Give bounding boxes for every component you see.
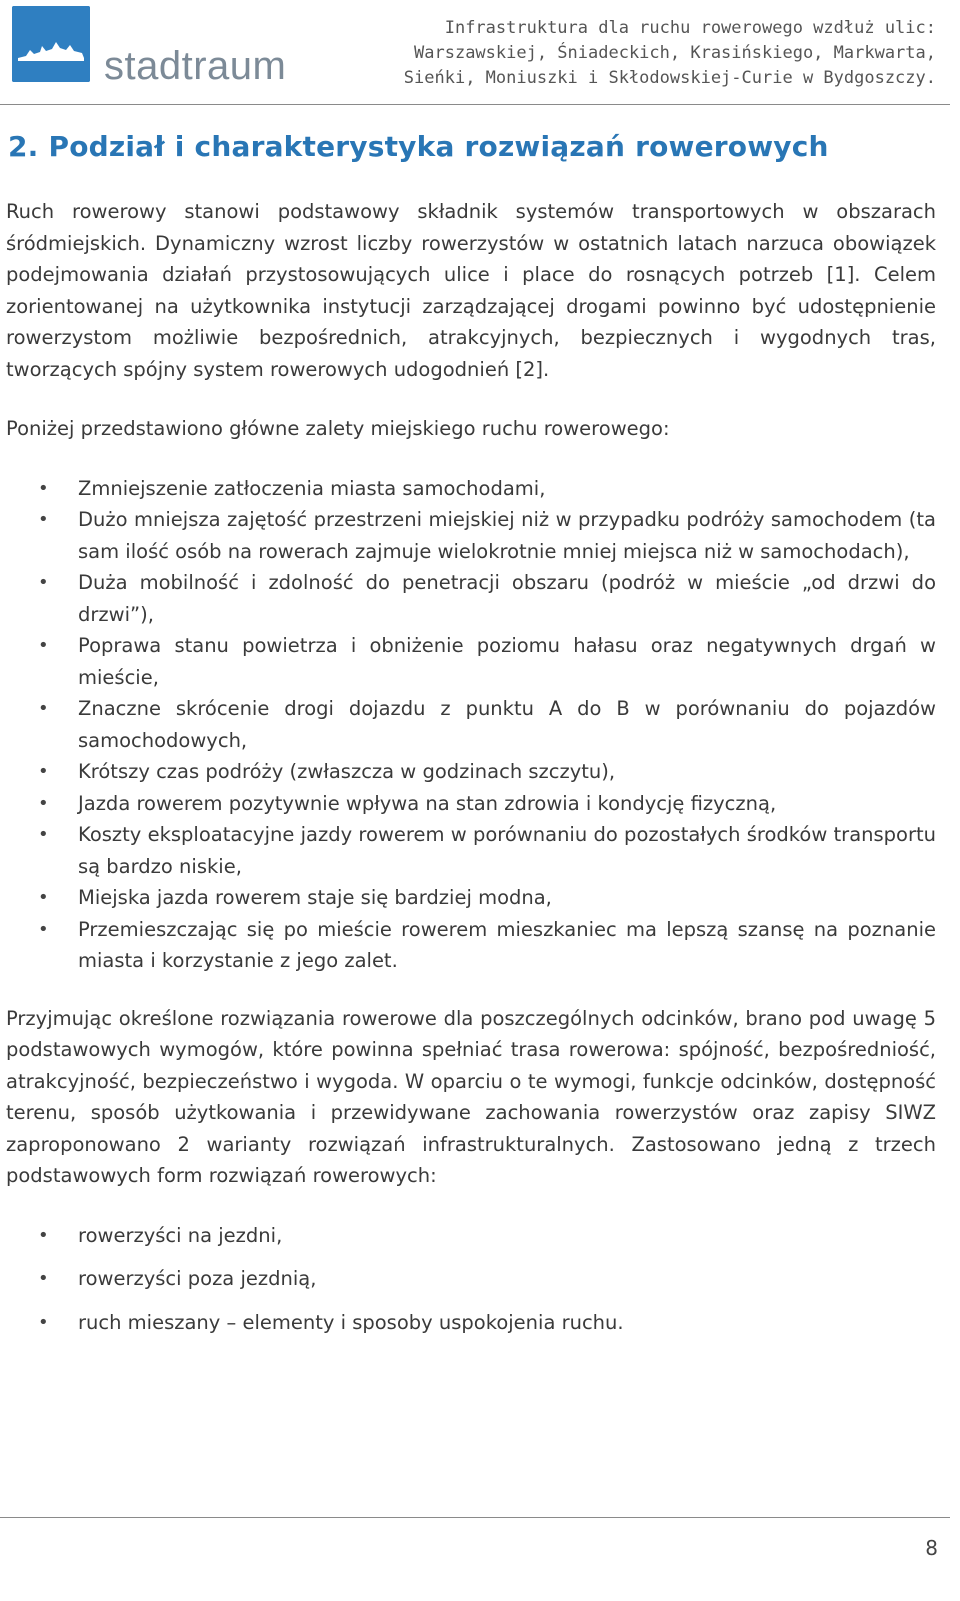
header-title-line: Infrastruktura dla ruchu rowerowego wzdłuż ulic:: [444, 18, 936, 38]
list-item: • Miejska jazda rowerem staje się bardziej modna,: [6, 882, 936, 914]
document-header-title: [376, 16, 936, 91]
list-item: • rowerzyści poza jezdnią,: [6, 1263, 936, 1295]
section-heading: 2. Podział i charakterystyka rozwiązań rowerowych: [8, 130, 829, 163]
footer-divider: [0, 1517, 950, 1518]
list-item: • Dużo mniejsza zajętość przestrzeni miejskiej niż w przypadku podróży samochodem (ta sam ilość osób na rowerach zajmuje wielokrotnie mniej miejsca niż w samochodach),: [6, 504, 936, 567]
list-item: • Przemieszczając się po mieście rowerem mieszkaniec ma lepszą szansę na poznanie miasta i korzystanie z jego zalet.: [6, 914, 936, 977]
intro-paragraph: Ruch rowerowy stanowi podstawowy składnik systemów transportowych w obszarach śródmiejskich. Dynamiczny wzrost liczby rowerzystów w ostatnich latach narzuca obowiązek podejmowania działań przystosowujących ulice i place do rosnących potrzeb [1]. Celem zorientowanej na użytkownika instytucji zarządzającej drogami powinno być udostępnienie rowerzystom możliwie bezpośrednich, atrakcyjnych, bezpiecznych i wygodnych tras, tworzących spójny system rowerowych udogodnień [2].: [6, 200, 936, 381]
document-body: [6, 196, 936, 1350]
advantages-intro: Poniżej przedstawiono główne zalety miejskiego ruchu rowerowego:: [6, 417, 670, 440]
solution-forms-list: [6, 1220, 936, 1339]
list-item: • Poprawa stanu powietrza i obniżenie poziomu hałasu oraz negatywnych drgań w mieście,: [6, 630, 936, 693]
list-item: • Zmniejszenie zatłoczenia miasta samochodami,: [6, 473, 936, 505]
list-item: • Duża mobilność i zdolność do penetracji obszaru (podróż w mieście „od drzwi do drzwi”),: [6, 567, 936, 630]
list-item: • Krótszy czas podróży (zwłaszcza w godzinach szczytu),: [6, 756, 936, 788]
requirements-paragraph: Przyjmując określone rozwiązania rowerowe dla poszczególnych odcinków, brano pod uwagę 5 podstawowych wymogów, które powinna spełniać trasa rowerowa: spójność, bezpośredniość, atrakcyjność, bezpieczeństwo i wygoda. W oparciu o te wymogi, funkcje odcinków, dostępność terenu, sposób użytkowania i przewidywane zachowania rowerzystów oraz zapisy SIWZ zaproponowano 2 warianty rozwiązań infrastrukturalnych. Zastosowano jedną z trzech podstawowych form rozwiązań rowerowych:: [6, 1006, 936, 1187]
advantages-list: [6, 473, 936, 977]
logo-wordmark: stadtraum: [104, 44, 287, 88]
header-divider: [0, 104, 950, 105]
header-title-line: Sieńki, Moniuszki i Skłodowskiej-Curie w Bydgoszczy.: [403, 68, 936, 88]
stadtraum-logo: [12, 6, 302, 88]
list-item: • Jazda rowerem pozytywnie wpływa na stan zdrowia i kondycję fizyczną,: [6, 788, 936, 820]
list-item: • Znaczne skrócenie drogi dojazdu z punktu A do B w porównaniu do pojazdów samochodowych,: [6, 693, 936, 756]
list-item: • ruch mieszany – elementy i sposoby uspokojenia ruchu.: [6, 1307, 936, 1339]
header-title-line: Warszawskiej, Śniadeckich, Krasińskiego, Markwarta,: [414, 43, 936, 63]
list-item: • Koszty eksploatacyjne jazdy rowerem w porównaniu do pozostałych środków transportu są bardzo niskie,: [6, 819, 936, 882]
logo-skyline-icon: [12, 6, 90, 82]
page-header: [0, 0, 960, 106]
list-item: • rowerzyści na jezdni,: [6, 1220, 936, 1252]
page-number: 8: [925, 1536, 938, 1560]
